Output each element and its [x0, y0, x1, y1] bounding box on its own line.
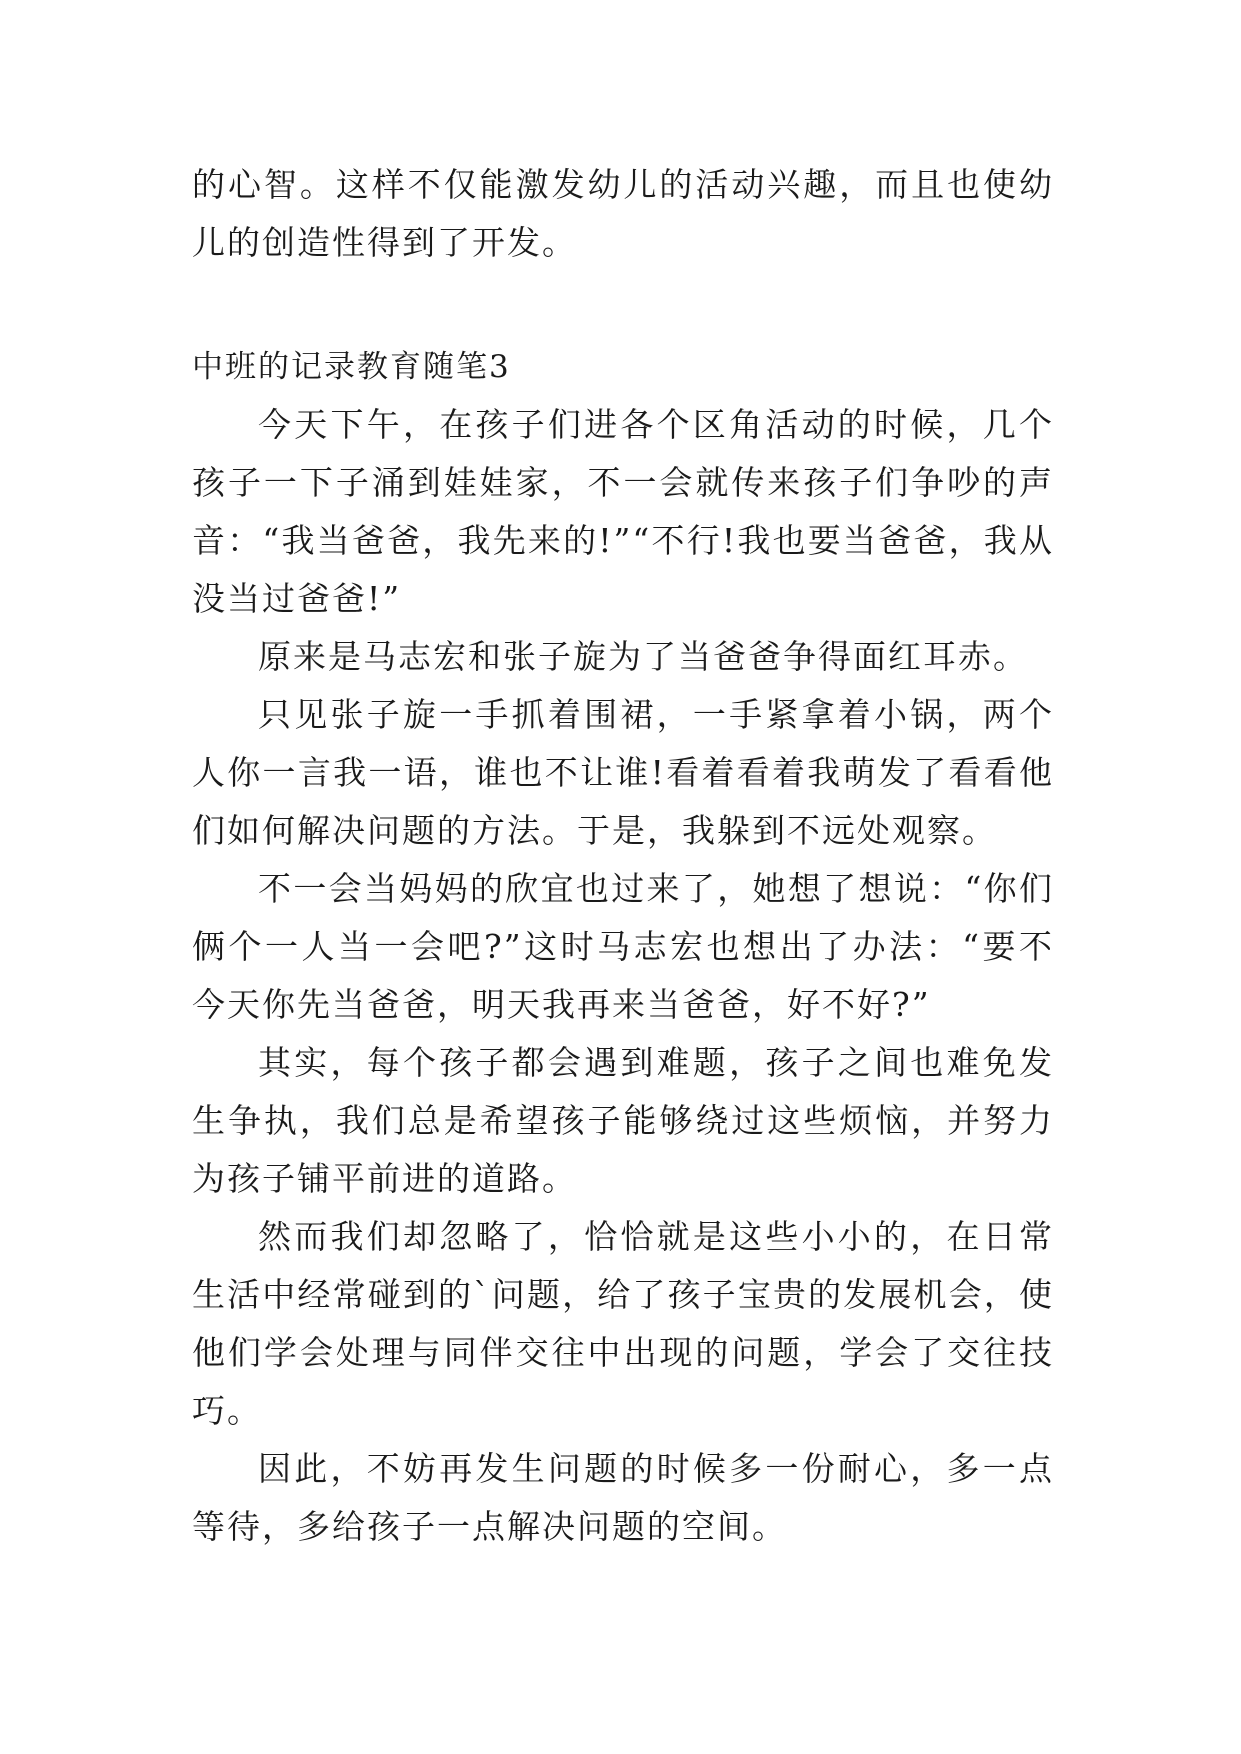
- paragraph-6: 然而我们却忽略了，恰恰就是这些小小的，在日常生活中经常碰到的`问题，给了孩子宝贵的发展机会，使他们学会处理与同伴交往中出现的问题，学会了交往技巧。: [192, 1217, 1054, 1430]
- paragraph-4: 不一会当妈妈的欣宜也过来了，她想了想说：“你们俩个一人当一会吧?”这时马志宏也想出了办法：“要不今天你先当爸爸，明天我再来当爸爸，好不好?”: [192, 869, 1054, 1024]
- paragraph-1: 今天下午，在孩子们进各个区角活动的时候，几个孩子一下子涌到娃娃家，不一会就传来孩子们争吵的声音：“我当爸爸，我先来的!”“不行!我也要当爸爸，我从没当过爸爸!”: [192, 405, 1054, 618]
- paragraph-2: 原来是马志宏和张子旋为了当爸爸争得面红耳赤。: [258, 637, 1028, 676]
- intro-paragraph: 的心智。这样不仅能激发幼儿的活动兴趣，而且也使幼儿的创造性得到了开发。: [192, 165, 1054, 262]
- paragraph-7: 因此，不妨再发生问题的时候多一份耐心，多一点等待，多给孩子一点解决问题的空间。: [192, 1449, 1054, 1546]
- section-title: 中班的记录教育随笔3: [192, 349, 511, 385]
- document-body: [192, 156, 1054, 1556]
- paragraph-5: 其实，每个孩子都会遇到难题，孩子之间也难免发生争执，我们总是希望孩子能够绕过这些烦恼，并努力为孩子铺平前进的道路。: [192, 1043, 1054, 1198]
- paragraph-3: 只见张子旋一手抓着围裙，一手紧拿着小锅，两个人你一言我一语，谁也不让谁!看着看着我萌发了看看他们如何解决问题的方法。于是，我躲到不远处观察。: [192, 695, 1054, 850]
